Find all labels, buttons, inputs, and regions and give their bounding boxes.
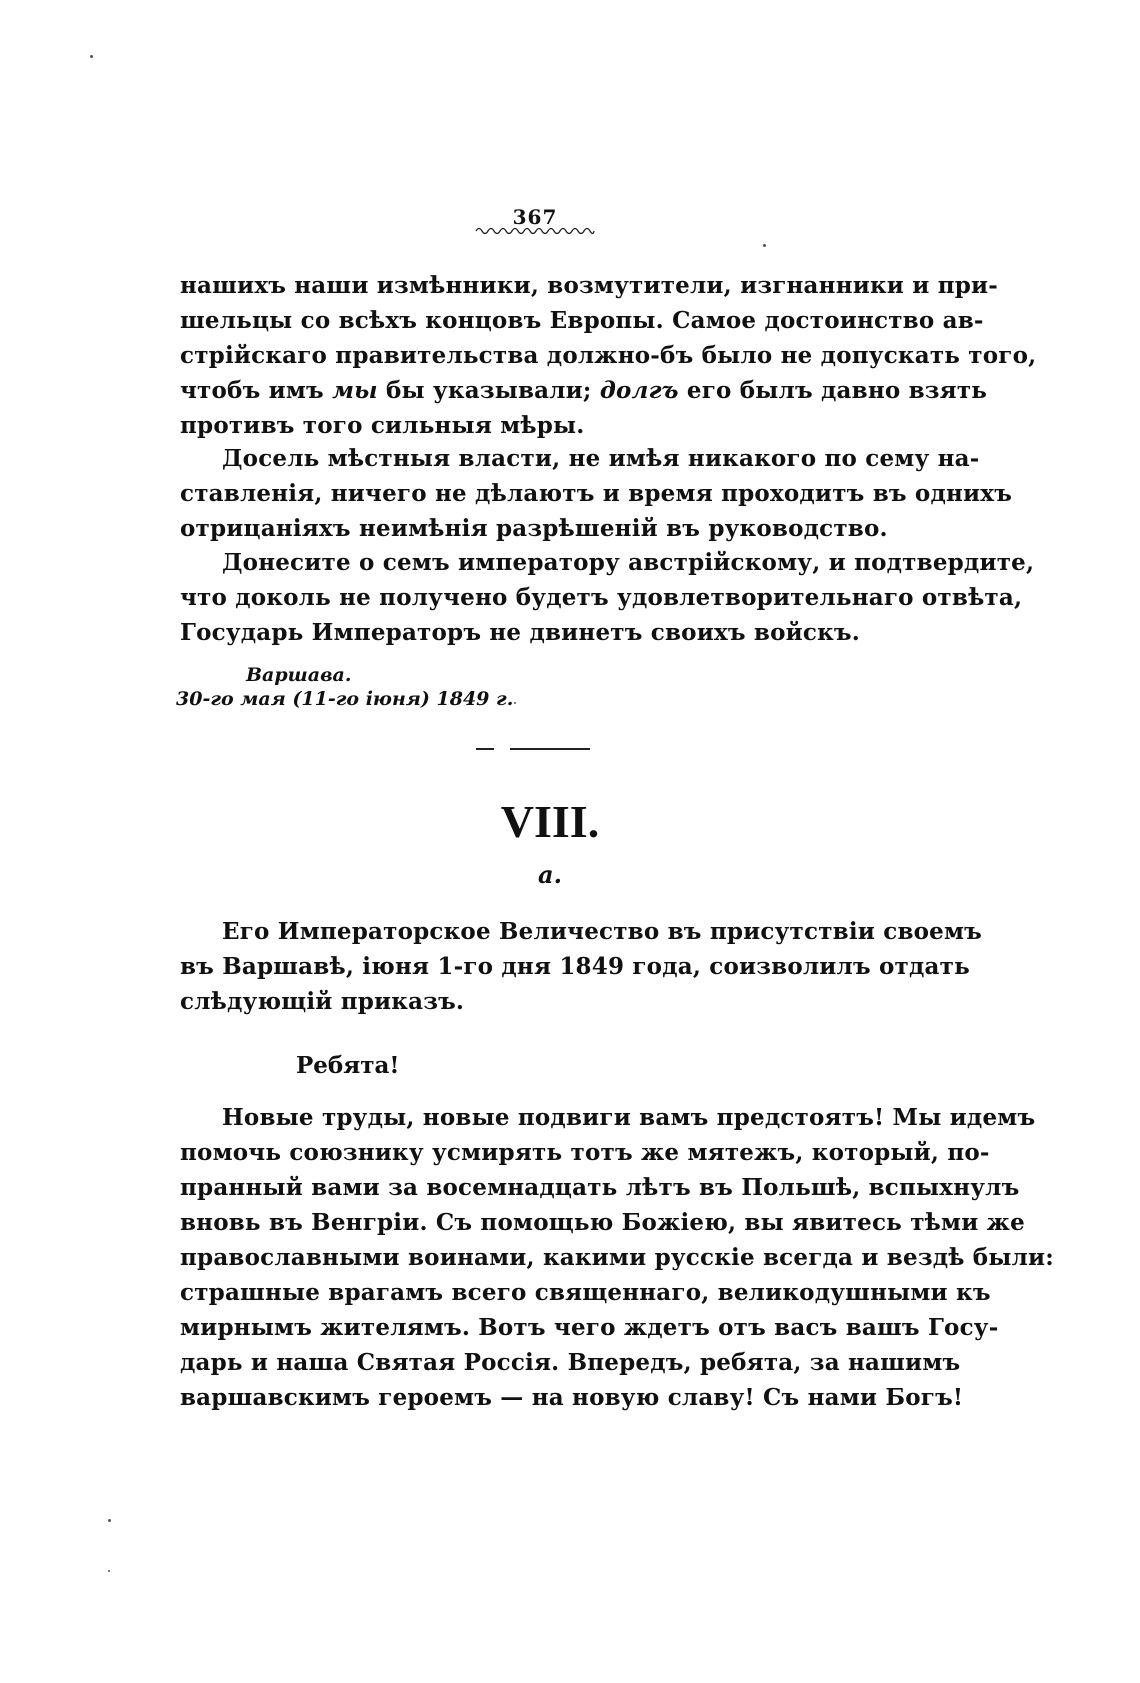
text-line: помочь союзнику усмирять тотъ же мятежъ, который, по- (180, 1139, 990, 1166)
scan-speck (514, 702, 516, 704)
text-line: нашихъ наши измѣнники, возмутители, изгнанники и при- (180, 272, 999, 299)
paragraph-continuation (180, 268, 1037, 443)
text-line: ставленія, ничего не дѣлаютъ и время проходитъ въ однихъ (180, 480, 1013, 507)
signature-place: Варшава. (246, 664, 352, 686)
text-line: мирнымъ жителямъ. Вотъ чего ждетъ отъ васъ вашъ Госу- (180, 1314, 999, 1341)
separator-rule (476, 748, 494, 750)
text-line: вновь въ Венгріи. Съ помощью Божіею, вы явитесь тѣми же (180, 1209, 1025, 1236)
text-line: отрицаніяхъ неимѣнія разрѣшеній въ руководство. (180, 515, 888, 542)
scan-speck (108, 1570, 110, 1572)
text-line: страшные врагамъ всего священнаго, великодушными къ (180, 1279, 991, 1306)
text-line: Досель мѣстныя власти, не имѣя никакого по сему на- (222, 445, 980, 472)
scan-speck (90, 55, 93, 58)
text-line: Его Императорское Величество въ присутствіи своемъ (222, 918, 983, 945)
text-line: Донесите о семъ императору австрійскому, и подтвердите, (222, 549, 1035, 576)
signature-date: 30-го мая (11-го іюня) 1849 г. (176, 688, 514, 710)
text-line-with-emphasis: чтобъ имъ мы бы указывали; долгъ его былъ давно взять (180, 377, 988, 404)
section-subheading: а. (538, 860, 562, 889)
text-line: шельцы со всѣхъ концовъ Европы. Самое достоинство ав- (180, 307, 984, 334)
emphasis: долгъ (599, 377, 679, 404)
emphasis: мы (332, 377, 378, 404)
text-line: Новые труды, новые подвиги вамъ предстоятъ! Мы идемъ (222, 1104, 1036, 1131)
section-number: VIII. (500, 796, 600, 847)
scan-speck (108, 1519, 111, 1522)
greeting: Ребята! (296, 1052, 400, 1079)
paragraph (180, 545, 1035, 650)
scan-speck (763, 244, 766, 247)
text-line: Государь Императоръ не двинетъ своихъ войскъ. (180, 619, 860, 646)
text-line: дарь и наша Святая Россія. Впередъ, ребята, за нашимъ (180, 1349, 961, 1376)
wavy-ornament (476, 226, 594, 236)
text-line: что доколь не получено будетъ удовлетворительнаго отвѣта, (180, 584, 1023, 611)
text-line: слѣдующій приказъ. (180, 988, 465, 1015)
text-line: православными воинами, какими русскіе всегда и вездѣ были: (180, 1244, 1054, 1271)
page-number: 367 (512, 205, 558, 229)
intro-paragraph (180, 914, 983, 1019)
paragraph (180, 441, 1013, 546)
text-line: стрійскаго правительства должно-бъ было не допускать того, (180, 342, 1037, 369)
text-line: варшавскимъ героемъ — на новую славу! Съ нами Богъ! (180, 1384, 964, 1411)
text-line: пранный вами за восемнадцать лѣтъ въ Польшѣ, вспыхнулъ (180, 1174, 1020, 1201)
order-paragraph (180, 1100, 1054, 1415)
text-line: противъ того сильныя мѣры. (180, 412, 585, 439)
separator-rule (510, 748, 590, 750)
text-line: въ Варшавѣ, іюня 1-го дня 1849 года, соизволилъ отдать (180, 953, 970, 980)
